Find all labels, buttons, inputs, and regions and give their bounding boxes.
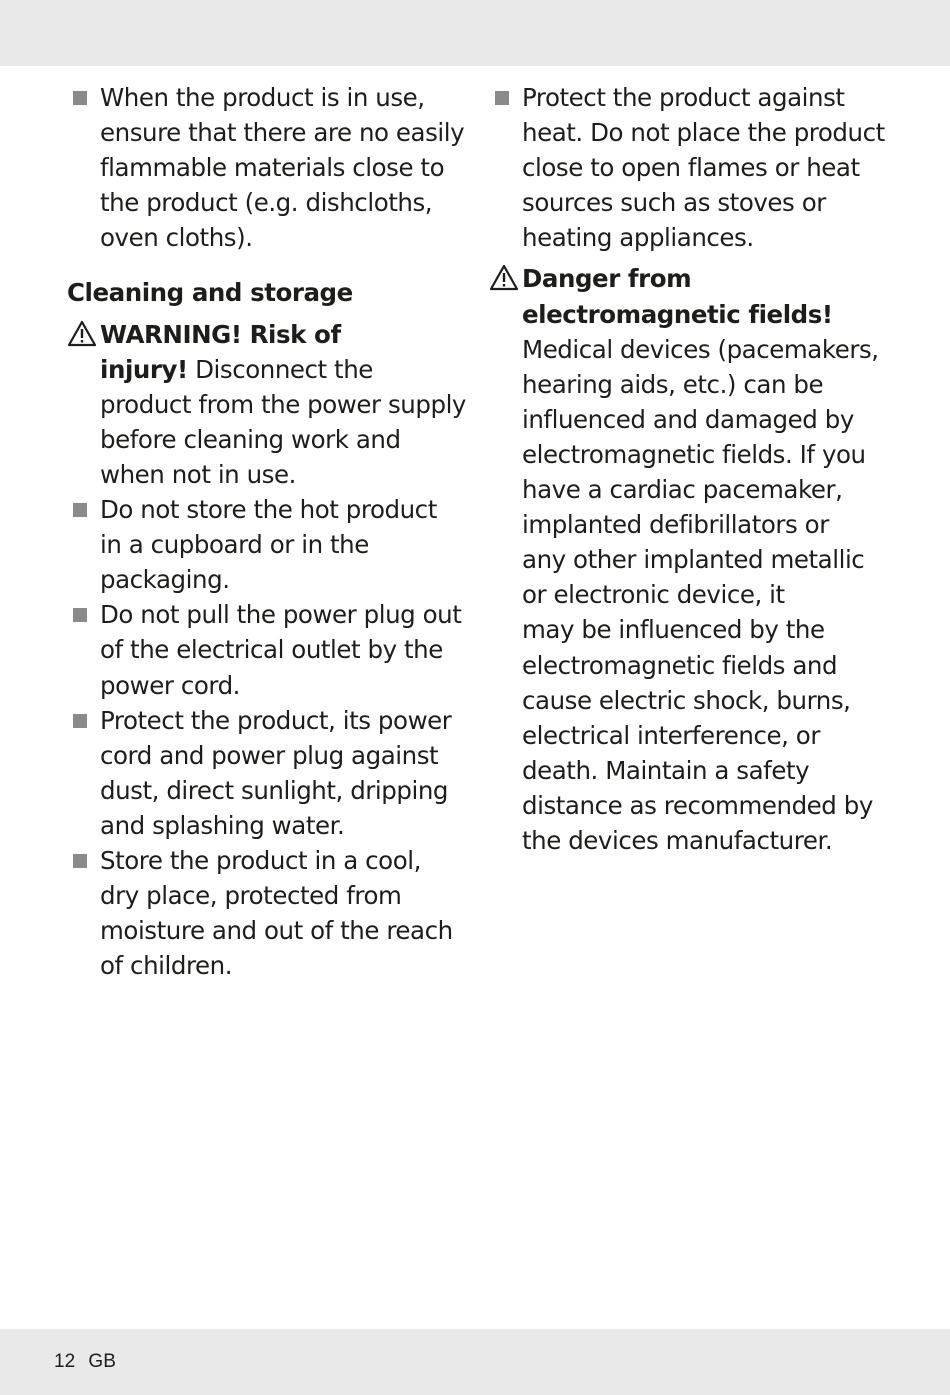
item-line: sources such as stoves or	[522, 188, 826, 218]
danger-text: the devices manufacturer.	[522, 825, 833, 855]
list-item	[67, 492, 467, 597]
footer-band	[0, 1329, 950, 1395]
list-item	[67, 843, 467, 983]
warning-title: injury!	[100, 354, 188, 384]
danger-text: any other implanted metallic	[522, 545, 865, 575]
square-bullet-icon	[73, 91, 87, 105]
square-bullet-icon	[73, 854, 87, 868]
item-line: flammable materials close to	[100, 153, 445, 183]
list-item	[67, 703, 467, 843]
danger-text: hearing aids, etc.) can be	[522, 369, 824, 399]
item-line: Protect the product, its power	[100, 705, 452, 735]
item-line: cord and power plug against	[100, 740, 439, 770]
warning-triangle-icon	[489, 264, 519, 291]
item-line: and splashing water.	[100, 810, 345, 840]
square-bullet-icon	[73, 608, 87, 622]
right-column	[489, 80, 909, 858]
item-line: dust, direct sunlight, dripping	[100, 775, 449, 805]
warning-text: product from the power supply	[100, 389, 466, 419]
warning-notice	[67, 317, 467, 492]
square-bullet-icon	[495, 91, 509, 105]
section-heading: Cleaning and storage	[67, 278, 353, 308]
danger-text: electromagnetic fields and	[522, 650, 838, 680]
danger-title: Danger from	[522, 264, 692, 294]
danger-text: Medical devices (pacemakers,	[522, 334, 879, 364]
warning-text: Disconnect the	[187, 354, 373, 384]
danger-text: have a cardiac pacemaker,	[522, 475, 843, 505]
item-line: heat. Do not place the product	[522, 118, 885, 148]
item-line: Protect the product against	[522, 83, 845, 112]
warning-title: WARNING! Risk of	[100, 319, 341, 349]
warning-text: when not in use.	[100, 459, 296, 489]
danger-text: distance as recommended by	[522, 790, 873, 820]
danger-text: death. Maintain a safety	[522, 755, 810, 785]
warning-triangle-icon	[67, 320, 97, 347]
item-line: power cord.	[100, 670, 241, 700]
header-band	[0, 0, 950, 66]
list-item	[489, 80, 909, 255]
danger-notice	[489, 261, 909, 858]
page-number: 12	[54, 1351, 76, 1372]
danger-text: cause electric shock, burns,	[522, 685, 851, 715]
danger-text: may be influenced by the	[522, 615, 825, 645]
item-line: ensure that there are no easily	[100, 118, 465, 148]
item-line: Do not pull the power plug out	[100, 600, 462, 630]
list-item	[67, 597, 467, 702]
danger-text: electromagnetic fields. If you	[522, 439, 866, 469]
danger-text: or electronic device, it	[522, 580, 785, 610]
danger-title: electromagnetic fields!	[522, 299, 833, 329]
page-footer	[54, 1351, 116, 1373]
left-column	[67, 80, 467, 983]
item-line: moisture and out of the reach	[100, 916, 453, 946]
square-bullet-icon	[73, 714, 87, 728]
warning-text: before cleaning work and	[100, 424, 401, 454]
item-line: of the electrical outlet by the	[100, 635, 443, 665]
item-line: in a cupboard or in the	[100, 530, 369, 560]
item-line: Do not store the hot product	[100, 495, 437, 525]
item-line: close to open flames or heat	[522, 153, 860, 183]
danger-text: influenced and damaged by	[522, 404, 854, 434]
item-line: heating appliances.	[522, 223, 754, 253]
item-line: of children.	[100, 951, 233, 981]
danger-text: electrical interference, or	[522, 720, 820, 750]
language-code: GB	[88, 1351, 116, 1372]
item-line: the product (e.g. dishcloths,	[100, 188, 433, 218]
item-line: When the product is in use,	[100, 83, 425, 112]
item-line: dry place, protected from	[100, 881, 402, 911]
item-line: Store the product in a cool,	[100, 845, 421, 875]
square-bullet-icon	[73, 503, 87, 517]
danger-text: implanted defibrillators or	[522, 510, 829, 540]
list-item	[67, 80, 467, 255]
item-line: oven cloths).	[100, 223, 253, 253]
item-line: packaging.	[100, 565, 230, 595]
